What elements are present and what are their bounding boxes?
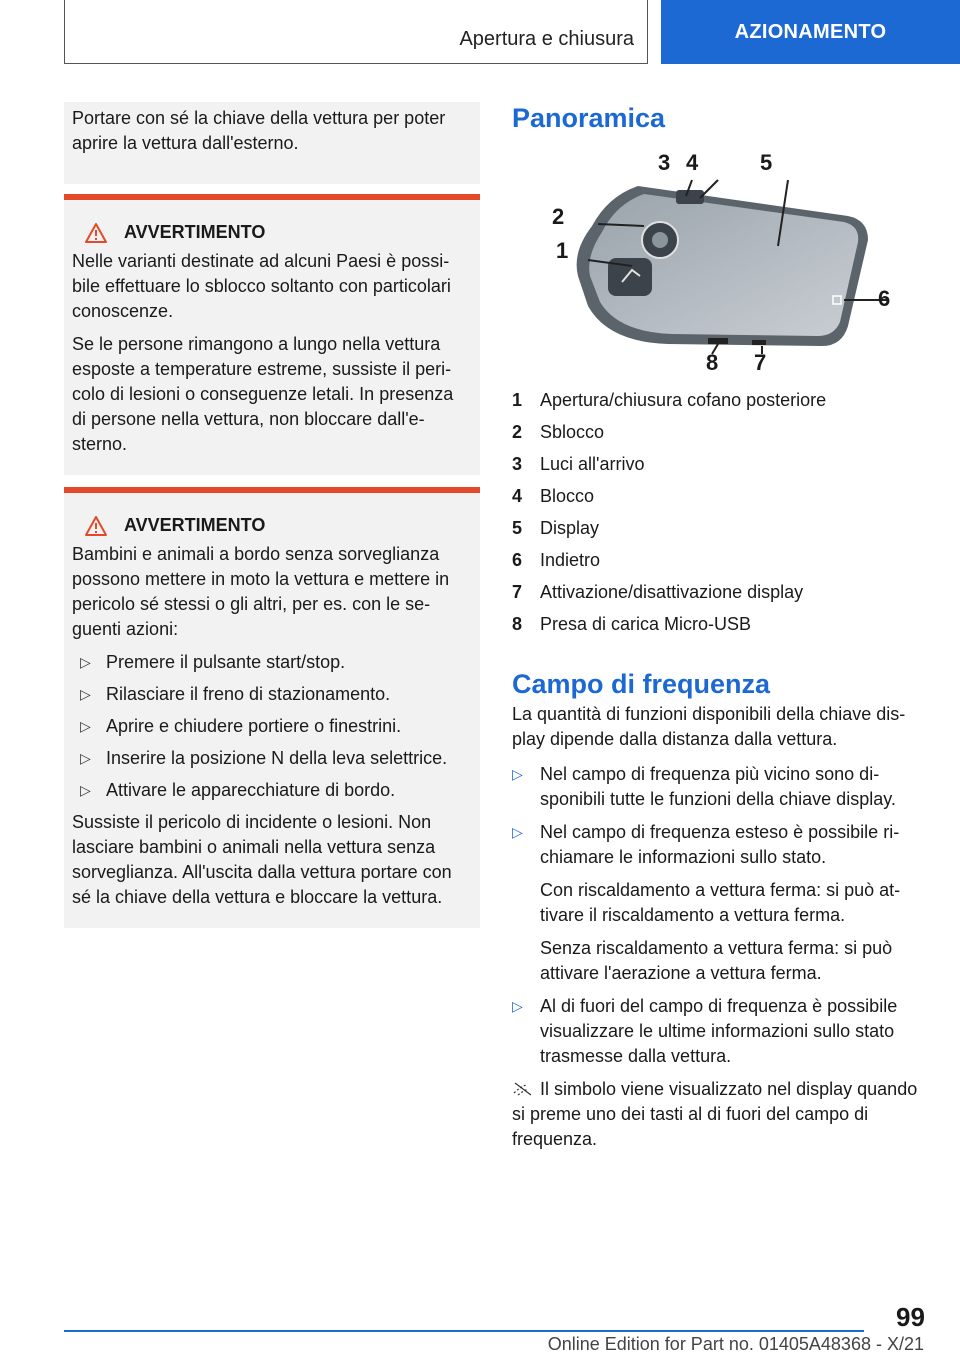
legend-row: 3 Luci all'arrivo bbox=[512, 454, 645, 474]
warning-box-1 bbox=[64, 194, 480, 475]
bullet-triangle-icon: ▷ bbox=[512, 766, 523, 782]
key-figure bbox=[548, 150, 891, 376]
display-key-illustration bbox=[548, 156, 891, 376]
warning2-bullet-list bbox=[72, 650, 472, 803]
warning2-paragraph-1: Bambini e animali a bordo senza sorveglianza possono mettere in moto la vettura e mettere in pericolo sé stessi o gli altri, per es. con le se-guenti azioni: bbox=[72, 544, 450, 639]
footer-divider bbox=[64, 1330, 864, 1332]
legend-row: 4 Blocco bbox=[512, 486, 595, 506]
figure-label-7: 7 bbox=[754, 350, 767, 375]
list-item: ▷ Inserire la posizione N della leva selettrice. bbox=[72, 746, 472, 771]
list-item: ▷ Premere il pulsante start/stop. bbox=[72, 650, 472, 675]
bullet-triangle-icon: ▷ bbox=[80, 654, 91, 670]
warning-title-text-1: AVVERTIMENTO bbox=[124, 222, 266, 242]
figure-label-6: 6 bbox=[878, 286, 891, 311]
legend-row: 6 Indietro bbox=[512, 550, 601, 570]
intro-box bbox=[64, 102, 480, 184]
figure-legend bbox=[512, 390, 928, 646]
warning-title-1 bbox=[72, 220, 472, 245]
legend-row: 5 Display bbox=[512, 518, 600, 538]
list-item: ▷ Attivare le apparecchiature di bordo. bbox=[72, 778, 472, 803]
page-number: 99 bbox=[896, 1302, 925, 1332]
warning-title-text-2: AVVERTIMENTO bbox=[124, 515, 266, 535]
overview-heading: Panoramica bbox=[512, 103, 666, 133]
bullet-triangle-icon: ▷ bbox=[512, 998, 523, 1014]
list-item: ▷ Nel campo di frequenza più vicino sono di-sponibili tutte le funzioni della chiave display. bbox=[512, 764, 896, 809]
bullet-triangle-icon: ▷ bbox=[512, 824, 523, 840]
bullet-triangle-icon: ▷ bbox=[80, 750, 91, 766]
range-section bbox=[512, 702, 928, 1152]
header-section-title: Apertura e chiusura bbox=[459, 28, 634, 50]
figure-label-5: 5 bbox=[760, 150, 773, 175]
range-intro: La quantità di funzioni disponibili della chiave dis-play dipende dalla distanza dalla vettura. bbox=[512, 704, 906, 749]
list-item: ▷ Rilasciare il freno di stazionamento. bbox=[72, 682, 472, 707]
intro-text: Portare con sé la chiave della vettura per poter aprire la vettura dall'esterno. bbox=[72, 108, 446, 153]
header-chapter-tab: AZIONAMENTO bbox=[661, 0, 960, 64]
symbol-note: Il simbolo viene visualizzato nel display quando si preme uno dei tasti al di fuori del campo di frequenza. bbox=[512, 1079, 918, 1149]
footer-edition: Online Edition for Part no. 01405A48368 - X/21 bbox=[547, 1334, 924, 1354]
bullet-triangle-icon: ▷ bbox=[80, 686, 91, 702]
bullet-triangle-icon: ▷ bbox=[80, 782, 91, 798]
warning-box-2 bbox=[64, 487, 480, 928]
right-column bbox=[512, 100, 928, 1160]
legend-row: 1 Apertura/chiusura cofano posteriore bbox=[512, 390, 827, 410]
warning-triangle-icon bbox=[84, 515, 108, 537]
figure-label-2: 2 bbox=[552, 204, 565, 229]
list-item: ▷ Al di fuori del campo di frequenza è possibile visualizzare le ultime informazioni sullo stato trasmesse dalla vettura. bbox=[512, 996, 898, 1066]
figure-label-4: 4 bbox=[686, 150, 699, 175]
warning2-paragraph-2: Sussiste il pericolo di incidente o lesioni. Non lasciare bambini o animali nella vettura senza sorveglianza. All'uscita dalla vettura portare con sé la chiave della vettura e bloccare la vettura. bbox=[72, 812, 452, 907]
figure-label-8: 8 bbox=[706, 350, 719, 375]
legend-row: 8 Presa di carica Micro-USB bbox=[512, 614, 752, 634]
range-heading: Campo di frequenza bbox=[512, 669, 771, 699]
bullet-triangle-icon: ▷ bbox=[80, 718, 91, 734]
list-item: ▷ Nel campo di frequenza esteso è possibile ri-chiamare le informazioni sullo stato. Con riscaldamento a vettura ferma: si può at-tivare il riscaldamento a vettura ferma. Senza riscaldamento a vettura ferma: si può attivare l'aerazione a vettura ferma. bbox=[512, 820, 928, 986]
list-item: ▷ Aprire e chiudere portiere o finestrini. bbox=[72, 714, 472, 739]
range-sub-2: Senza riscaldamento a vettura ferma: si può attivare l'aerazione a vettura ferma. bbox=[540, 938, 893, 983]
warning1-paragraph-1: Nelle varianti destinate ad alcuni Paesi è possi-bile effettuare lo sblocco soltanto con particolari conoscenze. bbox=[72, 251, 451, 321]
legend-row: 7 Attivazione/disattivazione display bbox=[512, 582, 804, 602]
left-column bbox=[64, 102, 480, 928]
range-bullet-list bbox=[512, 762, 928, 1069]
warning-triangle-icon bbox=[84, 222, 108, 244]
figure-label-3: 3 bbox=[658, 150, 671, 175]
figure-label-1: 1 bbox=[556, 238, 569, 263]
out-of-range-icon bbox=[512, 1081, 534, 1097]
legend-row: 2 Sblocco bbox=[512, 422, 605, 442]
warning-title-2 bbox=[72, 513, 472, 538]
range-sub-1: Con riscaldamento a vettura ferma: si può at-tivare il riscaldamento a vettura ferma. bbox=[540, 880, 901, 925]
warning1-paragraph-2: Se le persone rimangono a lungo nella vettura esposte a temperature estreme, sussiste il peri-colo di lesioni o conseguenze letali. In presenza di persone nella vettura, non bloccare dall'e-sterno. bbox=[72, 334, 454, 454]
